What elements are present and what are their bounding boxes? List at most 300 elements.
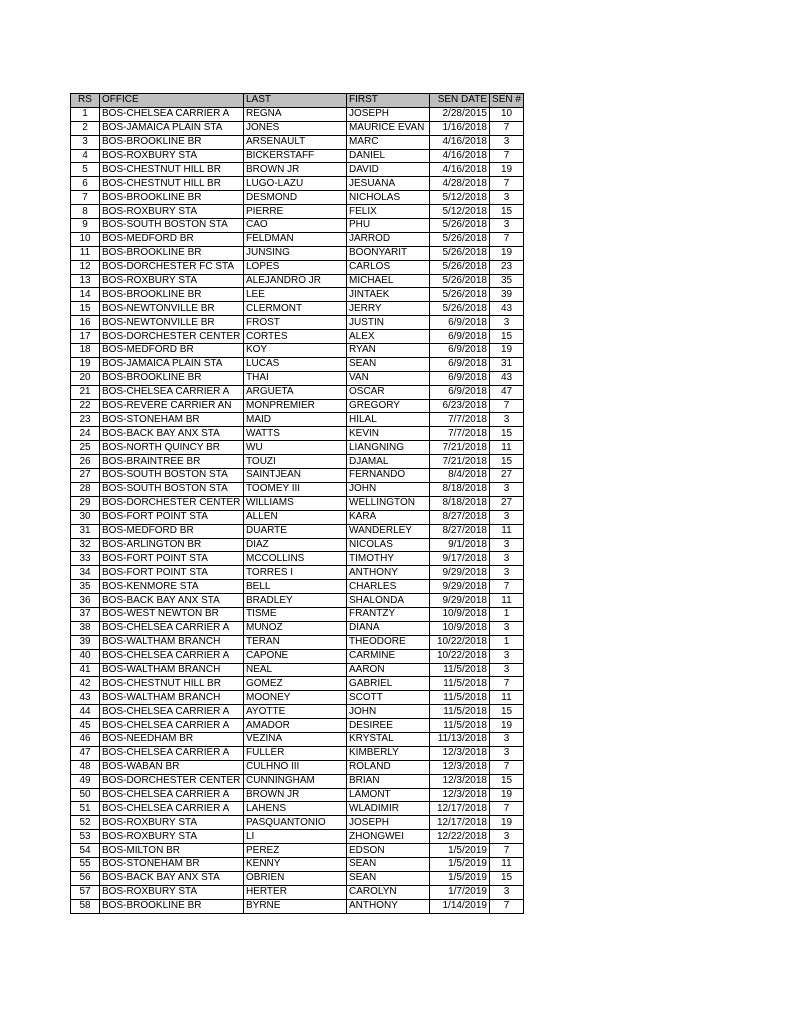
cell-sen-date: 5/26/2018 bbox=[430, 246, 490, 260]
cell-rs: 35 bbox=[71, 580, 100, 594]
cell-rs: 34 bbox=[71, 566, 100, 580]
cell-last: CAO bbox=[244, 219, 347, 233]
cell-first: WLADIMIR bbox=[347, 802, 430, 816]
cell-sen-date: 10/22/2018 bbox=[430, 635, 490, 649]
cell-first: MICHAEL bbox=[347, 274, 430, 288]
cell-office: BOS-ROXBURY STA bbox=[100, 205, 244, 219]
cell-first: GABRIEL bbox=[347, 677, 430, 691]
cell-last: TERAN bbox=[244, 635, 347, 649]
cell-sen-number: 10 bbox=[490, 107, 524, 121]
cell-sen-date: 6/9/2018 bbox=[430, 357, 490, 371]
cell-rs: 48 bbox=[71, 760, 100, 774]
table-row bbox=[71, 566, 524, 580]
cell-office: BOS-NEWTONVILLE BR bbox=[100, 302, 244, 316]
cell-sen-number: 3 bbox=[490, 732, 524, 746]
cell-sen-date: 8/27/2018 bbox=[430, 510, 490, 524]
cell-sen-date: 11/5/2018 bbox=[430, 677, 490, 691]
cell-first: OSCAR bbox=[347, 385, 430, 399]
table-row bbox=[71, 107, 524, 121]
cell-rs: 44 bbox=[71, 705, 100, 719]
cell-rs: 9 bbox=[71, 219, 100, 233]
cell-office: BOS-SOUTH BOSTON STA bbox=[100, 219, 244, 233]
cell-first: KRYSTAL bbox=[347, 732, 430, 746]
table-row bbox=[71, 538, 524, 552]
table-row bbox=[71, 191, 524, 205]
cell-rs: 39 bbox=[71, 635, 100, 649]
table-row bbox=[71, 719, 524, 733]
table-row bbox=[71, 510, 524, 524]
cell-sen-date: 1/5/2019 bbox=[430, 844, 490, 858]
cell-office: BOS-MEDFORD BR bbox=[100, 524, 244, 538]
cell-sen-number: 7 bbox=[490, 677, 524, 691]
table-row bbox=[71, 788, 524, 802]
cell-office: BOS-CHELSEA CARRIER A bbox=[100, 385, 244, 399]
cell-first: DIANA bbox=[347, 621, 430, 635]
cell-rs: 33 bbox=[71, 552, 100, 566]
header-office: OFFICE bbox=[100, 94, 244, 108]
cell-office: BOS-WALTHAM BRANCH bbox=[100, 691, 244, 705]
cell-sen-date: 6/23/2018 bbox=[430, 399, 490, 413]
cell-first: HILAL bbox=[347, 413, 430, 427]
table-row bbox=[71, 399, 524, 413]
cell-sen-date: 8/18/2018 bbox=[430, 482, 490, 496]
cell-first: LAMONT bbox=[347, 788, 430, 802]
cell-rs: 46 bbox=[71, 732, 100, 746]
cell-rs: 11 bbox=[71, 246, 100, 260]
cell-sen-number: 1 bbox=[490, 607, 524, 621]
cell-sen-date: 12/3/2018 bbox=[430, 774, 490, 788]
cell-sen-date: 6/9/2018 bbox=[430, 371, 490, 385]
cell-first: MARC bbox=[347, 135, 430, 149]
cell-rs: 58 bbox=[71, 899, 100, 913]
cell-first: EDSON bbox=[347, 844, 430, 858]
cell-last: JUNSING bbox=[244, 246, 347, 260]
cell-sen-date: 4/28/2018 bbox=[430, 177, 490, 191]
table-row bbox=[71, 580, 524, 594]
cell-sen-date: 11/5/2018 bbox=[430, 719, 490, 733]
cell-sen-number: 47 bbox=[490, 385, 524, 399]
seniority-table bbox=[70, 93, 524, 914]
table-row bbox=[71, 469, 524, 483]
cell-sen-number: 11 bbox=[490, 857, 524, 871]
table-row bbox=[71, 677, 524, 691]
cell-last: LUCAS bbox=[244, 357, 347, 371]
cell-last: FELDMAN bbox=[244, 232, 347, 246]
cell-first: BRIAN bbox=[347, 774, 430, 788]
cell-first: FRANTZY bbox=[347, 607, 430, 621]
cell-sen-number: 19 bbox=[490, 816, 524, 830]
cell-last: DUARTE bbox=[244, 524, 347, 538]
cell-first: PHU bbox=[347, 219, 430, 233]
cell-office: BOS-DORCHESTER CENTER bbox=[100, 496, 244, 510]
cell-office: BOS-CHESTNUT HILL BR bbox=[100, 163, 244, 177]
cell-sen-date: 1/7/2019 bbox=[430, 885, 490, 899]
cell-last: AMADOR bbox=[244, 719, 347, 733]
table-row bbox=[71, 413, 524, 427]
table-row bbox=[71, 830, 524, 844]
cell-first: JERRY bbox=[347, 302, 430, 316]
cell-office: BOS-BROOKLINE BR bbox=[100, 135, 244, 149]
cell-sen-date: 5/26/2018 bbox=[430, 288, 490, 302]
table-row bbox=[71, 649, 524, 663]
cell-first: JARROD bbox=[347, 232, 430, 246]
header-sen-date: SEN DATE bbox=[430, 94, 490, 108]
cell-sen-number: 15 bbox=[490, 427, 524, 441]
cell-first: GREGORY bbox=[347, 399, 430, 413]
cell-sen-number: 15 bbox=[490, 455, 524, 469]
cell-sen-date: 1/5/2019 bbox=[430, 857, 490, 871]
cell-last: CLERMONT bbox=[244, 302, 347, 316]
cell-rs: 47 bbox=[71, 746, 100, 760]
cell-rs: 16 bbox=[71, 316, 100, 330]
cell-sen-date: 7/21/2018 bbox=[430, 441, 490, 455]
cell-office: BOS-SOUTH BOSTON STA bbox=[100, 469, 244, 483]
table-row bbox=[71, 344, 524, 358]
table-row bbox=[71, 274, 524, 288]
cell-first: NICOLAS bbox=[347, 538, 430, 552]
cell-rs: 56 bbox=[71, 871, 100, 885]
cell-rs: 42 bbox=[71, 677, 100, 691]
cell-rs: 6 bbox=[71, 177, 100, 191]
cell-first: FERNANDO bbox=[347, 469, 430, 483]
cell-sen-date: 6/9/2018 bbox=[430, 344, 490, 358]
cell-rs: 28 bbox=[71, 482, 100, 496]
cell-last: CULHNO III bbox=[244, 760, 347, 774]
cell-first: BOONYARIT bbox=[347, 246, 430, 260]
table-row bbox=[71, 871, 524, 885]
cell-sen-date: 10/9/2018 bbox=[430, 621, 490, 635]
cell-first: CARLOS bbox=[347, 260, 430, 274]
cell-last: PEREZ bbox=[244, 844, 347, 858]
cell-office: BOS-STONEHAM BR bbox=[100, 413, 244, 427]
cell-last: TISME bbox=[244, 607, 347, 621]
cell-rs: 30 bbox=[71, 510, 100, 524]
cell-first: DANIEL bbox=[347, 149, 430, 163]
cell-last: REGNA bbox=[244, 107, 347, 121]
cell-first: DESIREE bbox=[347, 719, 430, 733]
cell-first: KIMBERLY bbox=[347, 746, 430, 760]
cell-first: ANTHONY bbox=[347, 566, 430, 580]
table-row bbox=[71, 246, 524, 260]
header-row bbox=[71, 94, 524, 108]
cell-last: WU bbox=[244, 441, 347, 455]
cell-last: KOY bbox=[244, 344, 347, 358]
cell-sen-date: 12/17/2018 bbox=[430, 816, 490, 830]
cell-office: BOS-BROOKLINE BR bbox=[100, 288, 244, 302]
cell-sen-date: 5/26/2018 bbox=[430, 302, 490, 316]
cell-office: BOS-CHELSEA CARRIER A bbox=[100, 788, 244, 802]
cell-sen-number: 7 bbox=[490, 760, 524, 774]
cell-office: BOS-CHESTNUT HILL BR bbox=[100, 677, 244, 691]
cell-last: HERTER bbox=[244, 885, 347, 899]
table-row bbox=[71, 316, 524, 330]
cell-rs: 22 bbox=[71, 399, 100, 413]
cell-rs: 57 bbox=[71, 885, 100, 899]
cell-office: BOS-JAMAICA PLAIN STA bbox=[100, 357, 244, 371]
cell-last: LEE bbox=[244, 288, 347, 302]
cell-sen-number: 43 bbox=[490, 302, 524, 316]
table-row bbox=[71, 607, 524, 621]
table-row bbox=[71, 760, 524, 774]
cell-office: BOS-BRAINTREE BR bbox=[100, 455, 244, 469]
cell-sen-number: 3 bbox=[490, 663, 524, 677]
cell-sen-number: 11 bbox=[490, 524, 524, 538]
cell-rs: 29 bbox=[71, 496, 100, 510]
table-row bbox=[71, 219, 524, 233]
cell-office: BOS-CHELSEA CARRIER A bbox=[100, 107, 244, 121]
table-row bbox=[71, 635, 524, 649]
cell-first: JOHN bbox=[347, 482, 430, 496]
cell-office: BOS-BACK BAY ANX STA bbox=[100, 594, 244, 608]
cell-sen-date: 12/22/2018 bbox=[430, 830, 490, 844]
cell-rs: 27 bbox=[71, 469, 100, 483]
cell-rs: 19 bbox=[71, 357, 100, 371]
cell-office: BOS-CHESTNUT HILL BR bbox=[100, 177, 244, 191]
cell-first: TIMOTHY bbox=[347, 552, 430, 566]
cell-rs: 8 bbox=[71, 205, 100, 219]
cell-rs: 45 bbox=[71, 719, 100, 733]
cell-first: ALEX bbox=[347, 330, 430, 344]
table-row bbox=[71, 594, 524, 608]
cell-last: LAHENS bbox=[244, 802, 347, 816]
cell-office: BOS-JAMAICA PLAIN STA bbox=[100, 121, 244, 135]
cell-last: LOPES bbox=[244, 260, 347, 274]
cell-sen-number: 11 bbox=[490, 691, 524, 705]
cell-last: JONES bbox=[244, 121, 347, 135]
cell-first: ROLAND bbox=[347, 760, 430, 774]
cell-rs: 55 bbox=[71, 857, 100, 871]
cell-office: BOS-FORT POINT STA bbox=[100, 566, 244, 580]
header-first: FIRST bbox=[347, 94, 430, 108]
cell-rs: 4 bbox=[71, 149, 100, 163]
cell-last: FROST bbox=[244, 316, 347, 330]
cell-sen-number: 7 bbox=[490, 802, 524, 816]
cell-sen-number: 3 bbox=[490, 482, 524, 496]
cell-last: PIERRE bbox=[244, 205, 347, 219]
cell-last: VEZINA bbox=[244, 732, 347, 746]
cell-last: TORRES I bbox=[244, 566, 347, 580]
cell-sen-date: 9/29/2018 bbox=[430, 594, 490, 608]
cell-last: NEAL bbox=[244, 663, 347, 677]
cell-sen-date: 5/12/2018 bbox=[430, 191, 490, 205]
cell-sen-date: 5/26/2018 bbox=[430, 260, 490, 274]
cell-office: BOS-BROOKLINE BR bbox=[100, 246, 244, 260]
cell-sen-number: 3 bbox=[490, 135, 524, 149]
cell-last: TOOMEY III bbox=[244, 482, 347, 496]
cell-sen-number: 15 bbox=[490, 774, 524, 788]
cell-rs: 36 bbox=[71, 594, 100, 608]
cell-last: ALLEN bbox=[244, 510, 347, 524]
cell-rs: 51 bbox=[71, 802, 100, 816]
cell-last: CUNNINGHAM bbox=[244, 774, 347, 788]
header-last: LAST bbox=[244, 94, 347, 108]
cell-sen-number: 15 bbox=[490, 705, 524, 719]
cell-sen-number: 23 bbox=[490, 260, 524, 274]
cell-sen-number: 11 bbox=[490, 594, 524, 608]
table-row bbox=[71, 885, 524, 899]
cell-last: BRADLEY bbox=[244, 594, 347, 608]
cell-sen-date: 5/26/2018 bbox=[430, 232, 490, 246]
cell-sen-number: 19 bbox=[490, 719, 524, 733]
cell-first: VAN bbox=[347, 371, 430, 385]
cell-office: BOS-KENMORE STA bbox=[100, 580, 244, 594]
cell-first: SHALONDA bbox=[347, 594, 430, 608]
cell-last: FULLER bbox=[244, 746, 347, 760]
cell-office: BOS-BROOKLINE BR bbox=[100, 899, 244, 913]
cell-sen-number: 27 bbox=[490, 469, 524, 483]
table-row bbox=[71, 149, 524, 163]
table-row bbox=[71, 135, 524, 149]
table-row bbox=[71, 177, 524, 191]
cell-office: BOS-REVERE CARRIER AN bbox=[100, 399, 244, 413]
cell-sen-number: 15 bbox=[490, 871, 524, 885]
cell-last: CORTES bbox=[244, 330, 347, 344]
cell-office: BOS-CHELSEA CARRIER A bbox=[100, 802, 244, 816]
cell-last: SAINTJEAN bbox=[244, 469, 347, 483]
cell-rs: 5 bbox=[71, 163, 100, 177]
cell-office: BOS-DORCHESTER CENTER bbox=[100, 774, 244, 788]
cell-rs: 26 bbox=[71, 455, 100, 469]
cell-sen-number: 7 bbox=[490, 844, 524, 858]
cell-rs: 38 bbox=[71, 621, 100, 635]
cell-last: KENNY bbox=[244, 857, 347, 871]
cell-sen-date: 5/12/2018 bbox=[430, 205, 490, 219]
cell-rs: 54 bbox=[71, 844, 100, 858]
cell-rs: 12 bbox=[71, 260, 100, 274]
cell-sen-date: 9/17/2018 bbox=[430, 552, 490, 566]
cell-sen-number: 27 bbox=[490, 496, 524, 510]
cell-first: WANDERLEY bbox=[347, 524, 430, 538]
cell-rs: 43 bbox=[71, 691, 100, 705]
cell-sen-date: 6/9/2018 bbox=[430, 385, 490, 399]
cell-last: BYRNE bbox=[244, 899, 347, 913]
cell-office: BOS-BROOKLINE BR bbox=[100, 371, 244, 385]
cell-rs: 25 bbox=[71, 441, 100, 455]
table-row bbox=[71, 163, 524, 177]
cell-sen-date: 1/16/2018 bbox=[430, 121, 490, 135]
cell-sen-number: 3 bbox=[490, 746, 524, 760]
cell-office: BOS-BACK BAY ANX STA bbox=[100, 871, 244, 885]
cell-sen-date: 2/28/2015 bbox=[430, 107, 490, 121]
cell-office: BOS-WALTHAM BRANCH bbox=[100, 635, 244, 649]
cell-sen-number: 3 bbox=[490, 566, 524, 580]
cell-sen-date: 8/4/2018 bbox=[430, 469, 490, 483]
cell-first: SEAN bbox=[347, 357, 430, 371]
cell-sen-date: 11/5/2018 bbox=[430, 663, 490, 677]
cell-first: SEAN bbox=[347, 871, 430, 885]
cell-sen-number: 7 bbox=[490, 580, 524, 594]
cell-last: GOMEZ bbox=[244, 677, 347, 691]
table-row bbox=[71, 899, 524, 913]
table-row bbox=[71, 552, 524, 566]
cell-sen-date: 9/29/2018 bbox=[430, 580, 490, 594]
cell-first: JUSTIN bbox=[347, 316, 430, 330]
cell-last: DIAZ bbox=[244, 538, 347, 552]
cell-rs: 24 bbox=[71, 427, 100, 441]
cell-office: BOS-NEEDHAM BR bbox=[100, 732, 244, 746]
cell-last: THAI bbox=[244, 371, 347, 385]
cell-first: KARA bbox=[347, 510, 430, 524]
cell-office: BOS-NORTH QUINCY BR bbox=[100, 441, 244, 455]
table-row bbox=[71, 232, 524, 246]
cell-last: AYOTTE bbox=[244, 705, 347, 719]
cell-first: JOSEPH bbox=[347, 816, 430, 830]
cell-first: CARMINE bbox=[347, 649, 430, 663]
cell-office: BOS-ARLINGTON BR bbox=[100, 538, 244, 552]
table-row bbox=[71, 691, 524, 705]
cell-last: WILLIAMS bbox=[244, 496, 347, 510]
cell-sen-number: 31 bbox=[490, 357, 524, 371]
cell-office: BOS-STONEHAM BR bbox=[100, 857, 244, 871]
cell-office: BOS-ROXBURY STA bbox=[100, 274, 244, 288]
cell-rs: 37 bbox=[71, 607, 100, 621]
cell-office: BOS-BROOKLINE BR bbox=[100, 191, 244, 205]
cell-sen-number: 3 bbox=[490, 191, 524, 205]
cell-sen-number: 7 bbox=[490, 232, 524, 246]
cell-office: BOS-NEWTONVILLE BR bbox=[100, 316, 244, 330]
cell-sen-number: 3 bbox=[490, 830, 524, 844]
cell-last: MAID bbox=[244, 413, 347, 427]
table-row bbox=[71, 774, 524, 788]
cell-first: THEODORE bbox=[347, 635, 430, 649]
cell-sen-number: 3 bbox=[490, 538, 524, 552]
cell-first: ZHONGWEI bbox=[347, 830, 430, 844]
cell-first: JOHN bbox=[347, 705, 430, 719]
cell-first: MAURICE EVAN bbox=[347, 121, 430, 135]
cell-office: BOS-MEDFORD BR bbox=[100, 232, 244, 246]
cell-last: PASQUANTONIO bbox=[244, 816, 347, 830]
cell-last: MCCOLLINS bbox=[244, 552, 347, 566]
table-row bbox=[71, 524, 524, 538]
cell-rs: 2 bbox=[71, 121, 100, 135]
cell-sen-number: 39 bbox=[490, 288, 524, 302]
table-row bbox=[71, 302, 524, 316]
cell-sen-date: 8/18/2018 bbox=[430, 496, 490, 510]
cell-last: WATTS bbox=[244, 427, 347, 441]
cell-sen-date: 5/26/2018 bbox=[430, 274, 490, 288]
cell-sen-date: 4/16/2018 bbox=[430, 163, 490, 177]
cell-rs: 13 bbox=[71, 274, 100, 288]
table-row bbox=[71, 427, 524, 441]
cell-sen-number: 19 bbox=[490, 344, 524, 358]
cell-rs: 49 bbox=[71, 774, 100, 788]
cell-sen-date: 12/3/2018 bbox=[430, 760, 490, 774]
cell-last: ARSENAULT bbox=[244, 135, 347, 149]
cell-sen-date: 11/5/2018 bbox=[430, 691, 490, 705]
table-row bbox=[71, 816, 524, 830]
cell-last: ALEJANDRO JR bbox=[244, 274, 347, 288]
cell-office: BOS-MEDFORD BR bbox=[100, 344, 244, 358]
cell-last: LUGO-LAZU bbox=[244, 177, 347, 191]
cell-last: CAPONE bbox=[244, 649, 347, 663]
cell-sen-date: 12/3/2018 bbox=[430, 746, 490, 760]
cell-sen-number: 7 bbox=[490, 121, 524, 135]
table-row bbox=[71, 288, 524, 302]
header-sen-number: SEN # bbox=[490, 94, 524, 108]
cell-first: KEVIN bbox=[347, 427, 430, 441]
cell-sen-number: 43 bbox=[490, 371, 524, 385]
cell-sen-number: 19 bbox=[490, 788, 524, 802]
cell-sen-number: 3 bbox=[490, 413, 524, 427]
table-row bbox=[71, 621, 524, 635]
cell-first: SEAN bbox=[347, 857, 430, 871]
table-row bbox=[71, 732, 524, 746]
cell-office: BOS-WABAN BR bbox=[100, 760, 244, 774]
cell-sen-number: 3 bbox=[490, 552, 524, 566]
cell-first: JINTAEK bbox=[347, 288, 430, 302]
cell-first: JESUANA bbox=[347, 177, 430, 191]
cell-sen-date: 7/7/2018 bbox=[430, 427, 490, 441]
